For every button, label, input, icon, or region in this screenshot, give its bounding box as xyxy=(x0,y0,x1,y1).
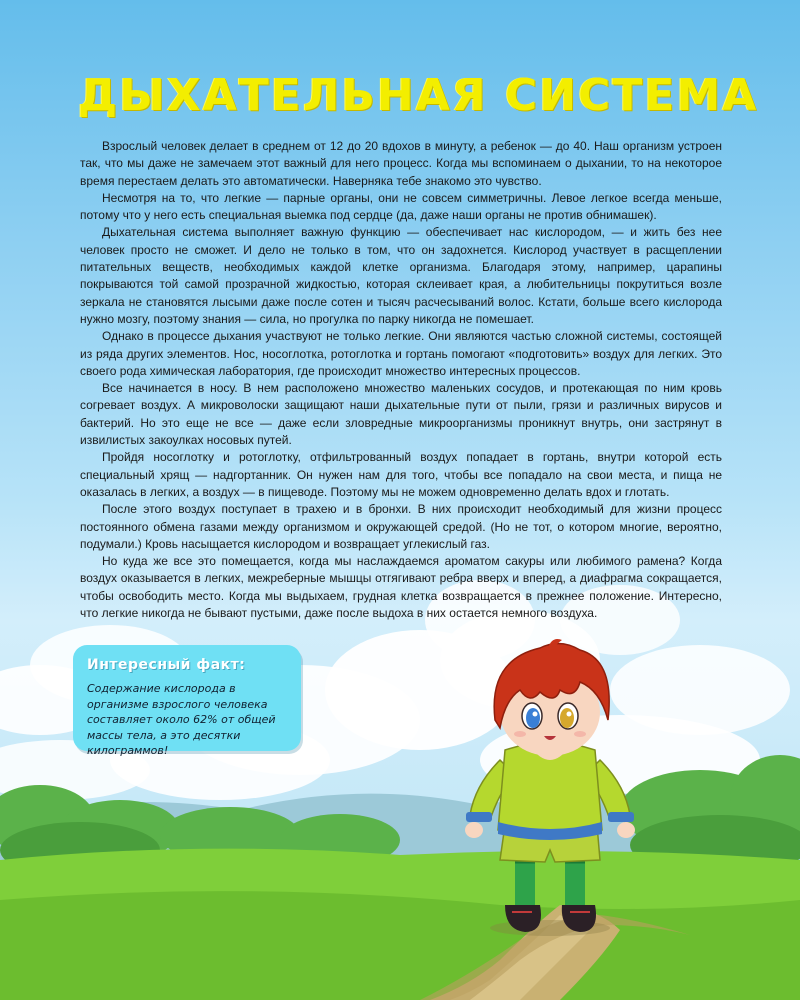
paragraph: Дыхательная система выполняет важную функцию — обеспечивает нас кислородом, — и жить без нее человек просто не сможет. И дело не только в том, что он задохнется. Кислород участвует в расщеплении питательных веществ, необходимых каждой клетке организма. Благодаря этому, например, царапины покрываются той самой прозрачной жидкостью, которая склеивает края, а любительницы покрутиться возле зеркала не становятся лысыми даже после сотен и тысяч расчесываний волос. Кстати, больше всего кислорода нужно мозгу, поэтому знания — сила, но прогулка по парку никогда не помешает. xyxy=(80,225,722,326)
paragraph: Несмотря на то, что легкие — парные органы, они не совсем симметричны. Левое легкое всегда меньше, потому что у него есть специальная выемка под сердце (да, даже наши органы не против обнимашек). xyxy=(80,190,722,223)
paragraph: После этого воздух поступает в трахею и в бронхи. В них происходит необходимый для жизни процесс постоянного обмена газами между организмом и окружающей средой. (Но не тот, о котором многие, вероятно, подумали.) Кровь насыщается кислородом и возвращает углекислый газ. xyxy=(80,502,722,551)
paragraph: Взрослый человек делает в среднем от 12 до 20 вдохов в минуту, а ребенок — до 40. Наш организм устроен так, что мы даже не замечаем этот важный для него процесс. Когда мы вспоминаем о дыхании, то на некоторое время перестаем делать это автоматически. Наверняка тебе знакомо это чувство. xyxy=(80,139,722,188)
paragraph: Но куда же все это помещается, когда мы наслаждаемся ароматом сакуры или любимого рамена? Когда воздух оказывается в легких, межреберные мышцы отгягивают ребра вверх и вперед, а диафрагма сокращается, чтобы освободить место. Когда мы выдыхаем, грудная клетка возвращается в прежнее положение. Интересно, что легкие никогда не бывают пустыми, даже после выдоха в них остается немного воздуха. xyxy=(80,554,722,621)
fact-text: Содержание кислорода в организме взрослого человека составляет около 62% от общей массы тела, а это десятки килограммов! xyxy=(87,682,276,757)
paragraph: Пройдя носоглотку и ротоглотку, отфильтрованный воздух попадает в гортань, внутри которой есть специальный хрящ — надгортанник. Он нужен нам для того, чтобы все попадало на свои места, и пища не оказалась в легких, а воздух — в пищеводе. Поэтому мы не можем одновременно делать вдох и глотать. xyxy=(80,450,722,499)
fact-title: Интересный факт: xyxy=(87,657,246,673)
page-title: ДЫХАТЕЛЬНАЯ СИСТЕМА xyxy=(78,70,759,121)
paragraph: Однако в процессе дыхания участвуют не только легкие. Они являются частью сложной системы, состоящей из ряда других элементов. Нос, носоглотка, ротоглотка и гортань помогают «подготовить» воздух для легких. Это своего рода химическая лаборатория, где происходит множество интересных процессов. xyxy=(80,329,722,378)
paragraph: Все начинается в носу. В нем расположено множество маленьких сосудов, и протекающая по ним кровь согревает воздух. А микроволоски защищают наши дыхательные пути от пыли, грязи и различных вирусов и бактерий. Но это еще не все — даже если зловредные микроорганизмы проникнут внутрь, они застрянут в извилистых закоулках носовых путей. xyxy=(80,381,722,448)
